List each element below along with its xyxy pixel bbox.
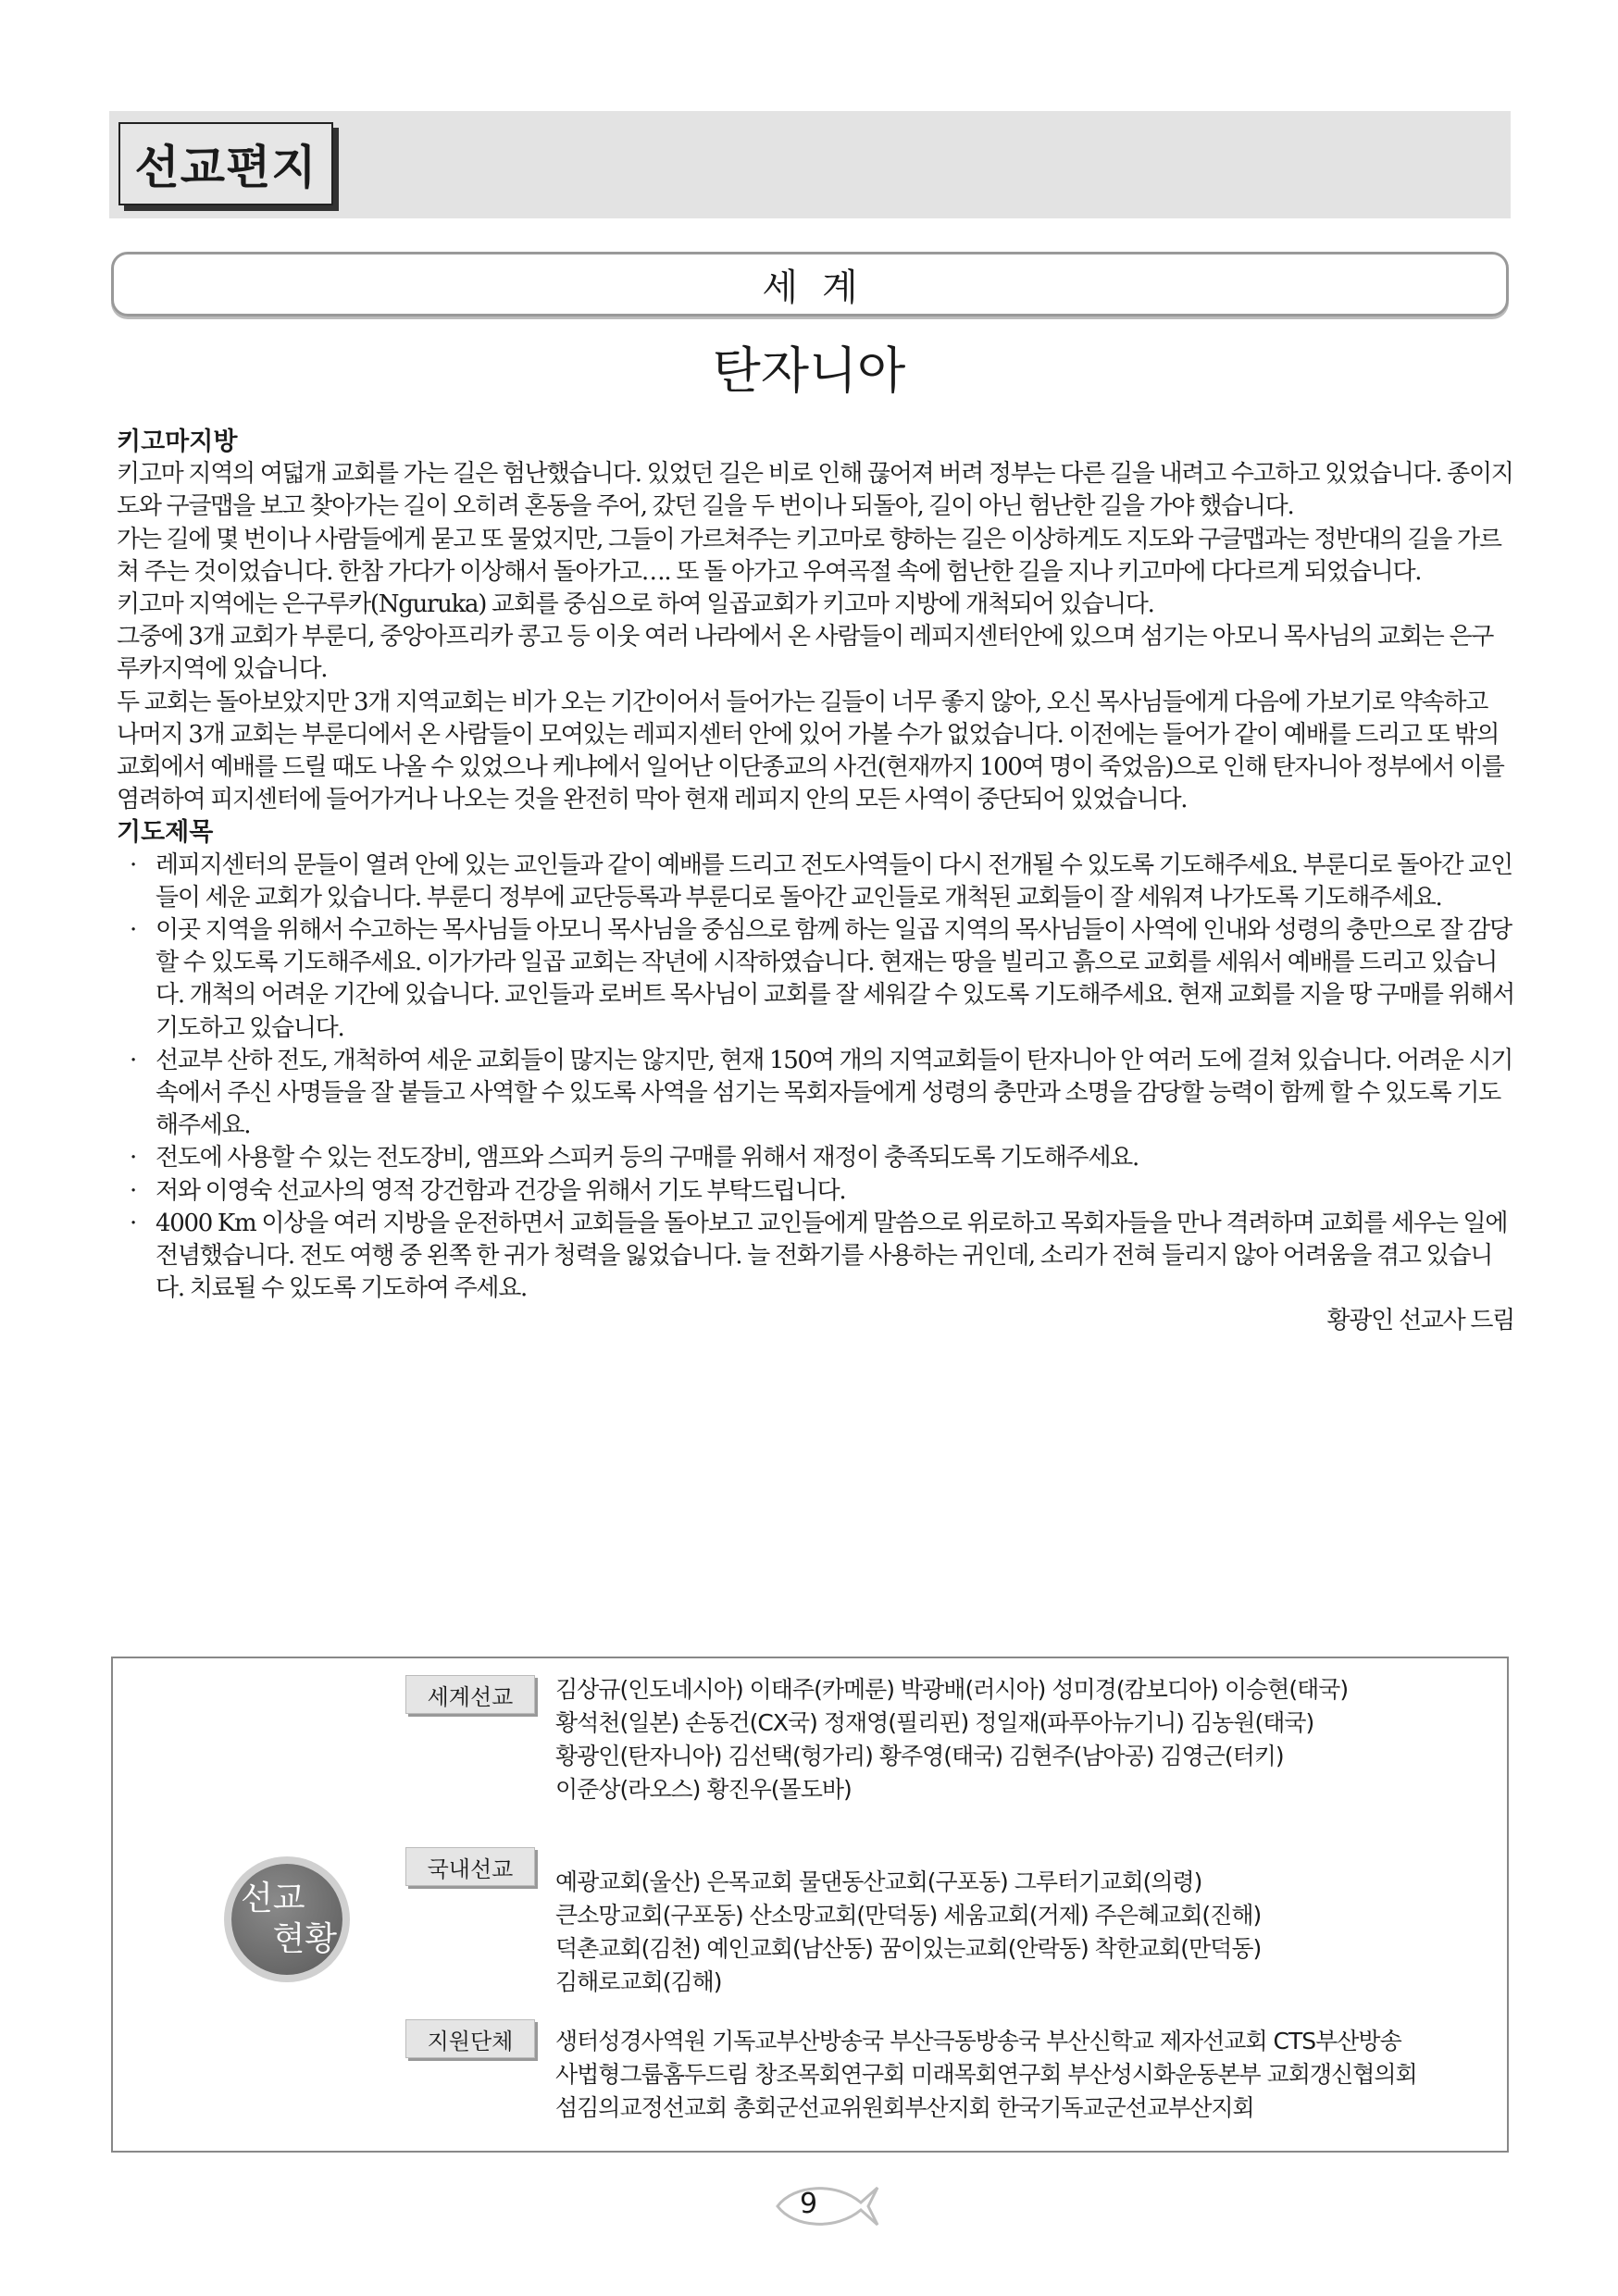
prayer-item: · 레피지센터의 문들이 열려 안에 있는 교인들과 같이 예배를 드리고 전도사역들이 다시 전개될 수 있도록 기도해주세요. 부룬디로 돌아간 교인들이 세운 교회가 있습니다. 부룬디 정부에 교단등록과 부룬디로 돌아간 교인들로 개척된 교회들이 잘 세워져 나가도록 기도해주세요.	[130, 850, 1512, 912]
fish-icon	[772, 2180, 883, 2232]
support-group-list: 생터성경사역원 기독교부산방송국 부산극동방송국 부산신학교 제자선교회 CTS부산방송 사법형그룹홈두드림 창조목회연구회 미래목회연구회 부산성시화운동본부 교회갱신협의회 섬김의교정선교회 총회군선교위원회부산지회 한국기독교군선교부산지회	[555, 2028, 1417, 2121]
prayer-item: · 4000 Km 이상을 여러 지방을 운전하면서 교회들을 돌아보고 교인들에게 말씀으로 위로하고 목회자들을 만나 격려하며 교회를 세우는 일에 전념했습니다. 전도 여행 중 왼쪽 한 귀가 청력을 잃었습니다. 늘 전화기를 사용하는 귀인데, 소리가 전혀 들리지 않아 어려움을 겪고 있습니다. 치료될 수 있도록 기도하여 주세요.	[130, 1209, 1508, 1303]
letter-body	[117, 426, 1514, 1338]
bullet: ·	[130, 1176, 136, 1205]
world-mission-label: 세계선교	[405, 1675, 535, 1714]
world-mission-list: 김상규(인도네시아) 이태주(카메룬) 박광배(러시아) 성미경(캄보디아) 이승현(태국) 황석천(일본) 손동건(CX국) 정재영(필리핀) 정일재(파푸아뉴기니) 김농원(태국) 황광인(탄자니아) 김선택(헝가리) 황주영(태국) 김현주(남아공) 김영근(터키) 이준상(라오스) 황진우(몰도바)	[555, 1676, 1349, 1803]
mission-status-emblem: 선교 현황	[231, 1864, 342, 1975]
bullet: ·	[130, 916, 136, 945]
paragraph: 두 교회는 돌아보았지만 3개 지역교회는 비가 오는 기간이어서 들어가는 길들이 너무 좋지 않아, 오신 목사님들에게 다음에 가보기로 약속하고 나머지 3개 교회는 부룬디에서 온 사람들이 모여있는 레피지센터 안에 있어 가볼 수가 없었습니다. 이전에는 들어가 같이 예배를 드리고 또 밖의 교회에서 예배를 드릴 때도 나올 수 있었으나 케냐에서 일어난 이단종교의 사건(현재까지 100여 명이 죽었음)으로 인해 탄자니아 정부에서 이를 염려하여 피지센터에 들어가거나 나오는 것을 완전히 막아 현재 레피지 안의 모든 사역이 중단되어 있었습니다.	[117, 688, 1504, 814]
paragraph: 가는 길에 몇 번이나 사람들에게 묻고 또 물었지만, 그들이 가르쳐주는 키고마로 향하는 길은 이상하게도 지도와 구글맵과는 정반대의 길을 가르쳐 주는 것이었습니다. 한참 가다가 이상해서 돌아가고…. 또 돌 아가고 우여곡절 속에 험난한 길을 지나 키고마에 다다르게 되었습니다.	[117, 525, 1501, 586]
page-number-fish	[772, 2180, 883, 2232]
bullet: ·	[130, 850, 136, 879]
prayer-item: · 이곳 지역을 위해서 수고하는 목사님들 아모니 목사님을 중심으로 함께 하는 일곱 지역의 목사님들이 사역에 인내와 성령의 충만으로 잘 감당할 수 있도록 기도해주세요. 이가가라 일곱 교회는 작년에 시작하였습니다. 현재는 땅을 빌리고 흙으로 교회를 세워서 예배를 드리고 있습니다. 개척의 어려운 기간에 있습니다. 교인들과 로버트 목사님이 교회를 잘 세워갈 수 있도록 기도해주세요. 현재 교회를 지을 땅 구매를 위해서 기도하고 있습니다.	[130, 916, 1514, 1042]
bullet: ·	[130, 1144, 136, 1173]
prayer-list	[117, 850, 1514, 1306]
subheading-prayer: 기도제목	[117, 818, 214, 848]
paragraph: 키고마 지역에는 은구루카(Nguruka) 교회를 중심으로 하여 일곱교회가 키고마 지방에 개척되어 있습니다.	[117, 590, 1154, 619]
domestic-mission-list: 예광교회(울산) 은목교회 물댄동산교회(구포동) 그루터기교회(의령) 큰소망교회(구포동) 산소망교회(만덕동) 세움교회(거제) 주은혜교회(진해) 덕촌교회(김천) 예인교회(남산동) 꿈이있는교회(안락동) 착한교회(만덕동) 김해로교회(김해)	[555, 1868, 1262, 1995]
mission-status-box	[111, 1657, 1509, 2153]
page-number: 9	[800, 2188, 818, 2220]
paragraph: 키고마 지역의 여덟개 교회를 가는 길은 험난했습니다. 있었던 길은 비로 인해 끊어져 버려 정부는 다른 길을 내려고 수고하고 있었습니다. 종이지도와 구글맵을 보고 찾아가는 길이 오히려 혼동을 주어, 갔던 길을 두 번이나 되돌아, 길이 아닌 험난한 길을 가야 했습니다.	[117, 460, 1513, 521]
signature: 황광인 선교사 드림	[1326, 1307, 1514, 1335]
domestic-mission-label: 국내선교	[405, 1847, 535, 1886]
prayer-item: · 저와 이영숙 선교사의 영적 강건함과 건강을 위해서 기도 부탁드립니다.	[117, 1175, 1514, 1208]
country-title: 탄자니아	[712, 341, 906, 400]
prayer-item: · 선교부 산하 전도, 개척하여 세운 교회들이 많지는 않지만, 현재 150여 개의 지역교회들이 탄자니아 안 여러 도에 걸쳐 있습니다. 어려운 시기 속에서 주신 사명들을 잘 붙들고 사역할 수 있도록 사역을 섬기는 목회자들에게 성령의 충만과 소명을 감당할 능력이 함께 할 수 있도록 기도해주세요.	[130, 1046, 1513, 1140]
header-band	[109, 111, 1511, 218]
region-title: 세계	[111, 252, 1509, 316]
bullet: ·	[130, 1209, 136, 1237]
section-label: 선교편지	[118, 122, 333, 205]
bullet: ·	[130, 1046, 136, 1074]
subheading-kigoma: 키고마지방	[117, 428, 238, 456]
support-group-label: 지원단체	[405, 2019, 535, 2058]
paragraph: 그중에 3개 교회가 부룬디, 중앙아프리카 콩고 등 이웃 여러 나라에서 온 사람들이 레피지센터안에 있으며 섬기는 아모니 목사님의 교회는 은구루카지역에 있습니다.	[117, 623, 1494, 684]
prayer-item: · 전도에 사용할 수 있는 전도장비, 앰프와 스피커 등의 구매를 위해서 재정이 충족되도록 기도해주세요.	[117, 1142, 1514, 1174]
